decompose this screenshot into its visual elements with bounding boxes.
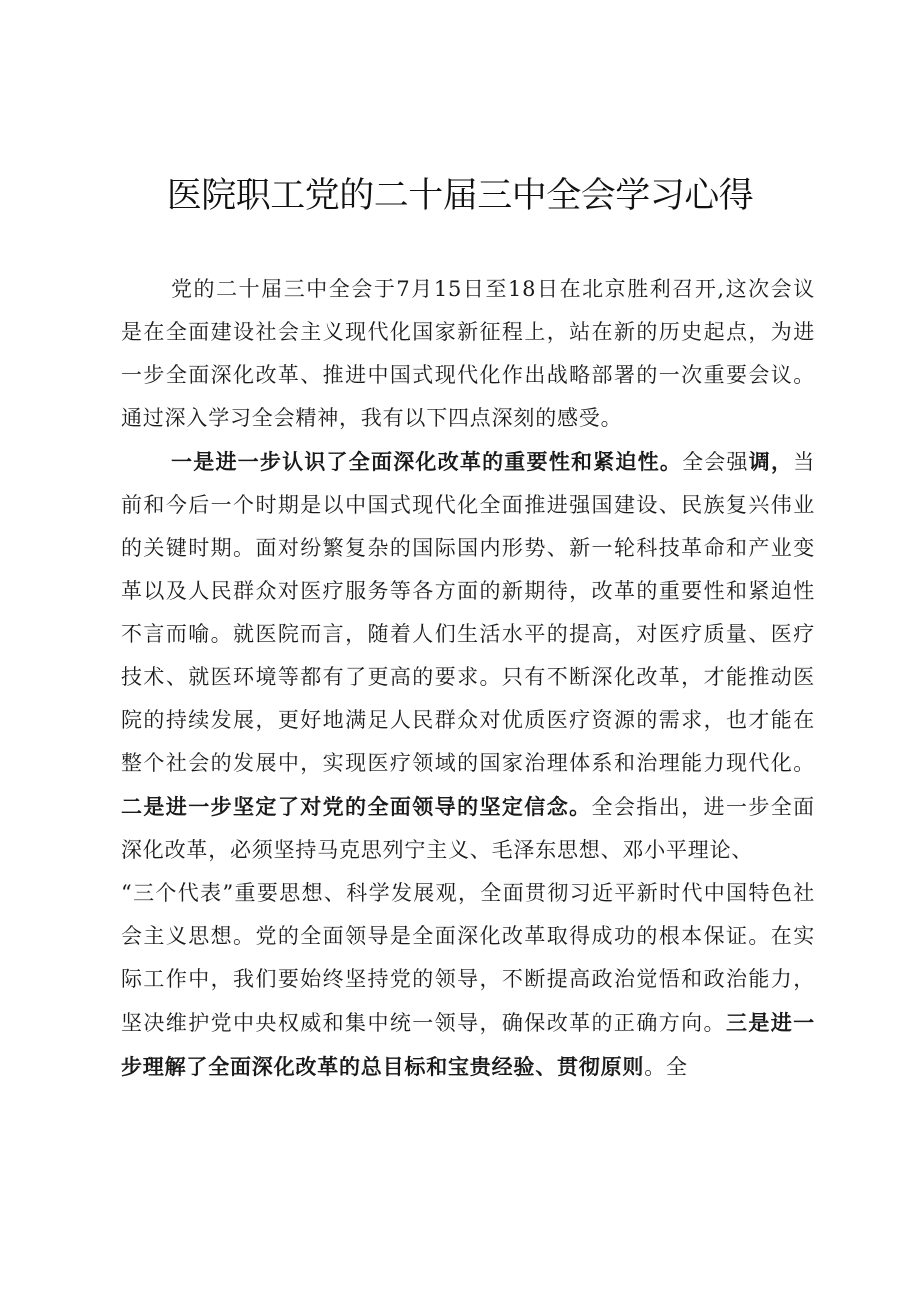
intro-paragraph: 党的二十届三中全会于7月15日至18日在北京胜利召开,这次会议是在全面建设社会主义现代化国家新征程上，站在新的历史起点，为进一步全面深化改革、推进中国式现代化作出战略部署的一次重要会议。通过深入学习全会精神，我有以下四点深刻的感受。	[121, 277, 815, 430]
document-title: 医院职工党的二十届三中全会学习心得	[166, 176, 754, 216]
paragraph-text: 全会强	[682, 450, 749, 474]
paragraph-text: “三个代表”重要思想、科学发展观，全面贯彻习近平新时代中国特色社会主义思想。党的全面领导是全面深化改革取得成功的根本保证。在实际工作中，我们要始终坚持党的领导，不断提高政治觉悟和政治能力，坚决维护党中央权威和集中统一领导，确保改革的正确方向。	[121, 881, 815, 1035]
paragraph-text: 全会指出，进一步全面深化改革，必须坚持马克思列宁主义、毛泽东思想、邓小平理论、	[121, 795, 815, 862]
document-body	[121, 268, 815, 1089]
paragraph-text: 。全	[644, 1055, 688, 1079]
paragraph-text: 当前和今后一个时期是以中国式现代化全面推进强国建设、民族复兴伟业的关键时期。面对纷繁复杂的国际国内形势、新一轮科技革命和产业变革以及人民群众对医疗服务等各方面的新期待，改革的重要性和紧迫性不言而喻。就医院而言，随着人们生活水平的提高，对医疗质量、医疗技术、就医环境等都有了更高的要求。只有不断深化改革，才能推动医院的持续发展，更好地满足人民群众对优质医疗资源的需求，也才能在整个社会的发展中，实现医疗领域的国家治理体系和治理能力现代化。	[121, 450, 815, 775]
section-heading-two: 二是进一步坚定了对党的全面领导的坚定信念。	[121, 794, 592, 819]
section-heading-three: 三是进一步理解了全面深化改革的总目标和宝贵经验、贯彻原则	[121, 1010, 815, 1079]
section-heading-one: 一是进一步认识了全面深化改革的重要性和紧迫性。	[171, 449, 683, 474]
paragraph-text-emphasis: 调，	[748, 449, 794, 474]
continuation-paragraph	[121, 872, 815, 1089]
section-paragraph	[121, 440, 815, 872]
